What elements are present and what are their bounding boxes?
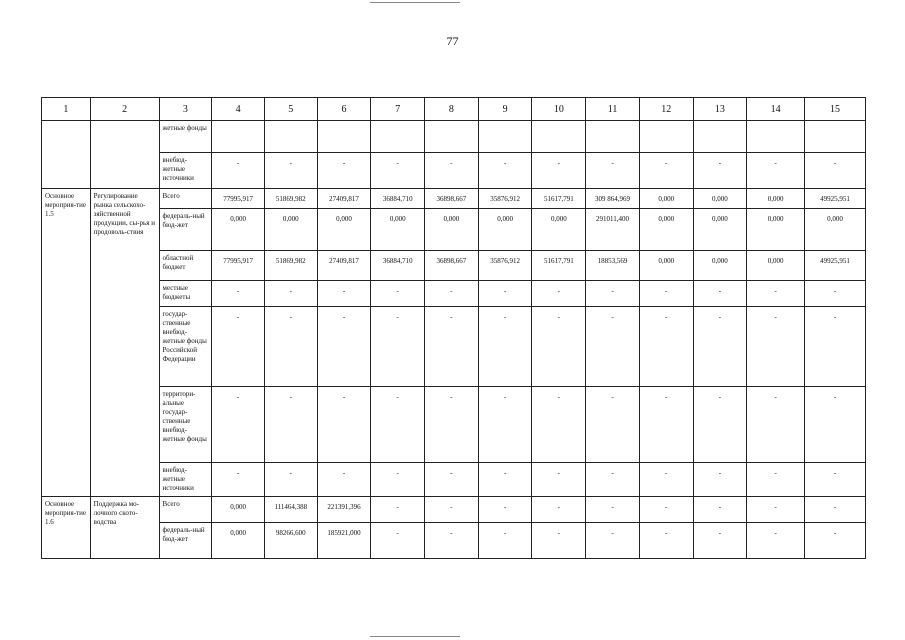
value-cell: - — [639, 387, 693, 463]
value-cell: 221391,396 — [317, 497, 371, 523]
value-cell: - — [639, 281, 693, 307]
value-cell: - — [532, 387, 586, 463]
table-row — [42, 387, 866, 463]
value-cell: - — [212, 463, 265, 497]
value-cell: 0,000 — [532, 209, 586, 251]
funding-source-cell: внебюд-жетные источники — [159, 463, 212, 497]
column-header: 5 — [264, 98, 317, 121]
value-cell: 0,000 — [693, 189, 747, 209]
value-cell: - — [805, 307, 866, 387]
value-cell: 0,000 — [212, 209, 265, 251]
value-cell: - — [371, 387, 425, 463]
column-header: 11 — [586, 98, 640, 121]
value-cell: - — [425, 153, 479, 189]
value-cell: 51869,982 — [264, 189, 317, 209]
value-cell: - — [747, 153, 805, 189]
value-cell: 0,000 — [805, 209, 866, 251]
value-cell: - — [639, 463, 693, 497]
value-cell: 36884,710 — [371, 189, 425, 209]
value-cell: - — [747, 281, 805, 307]
value-cell: - — [371, 497, 425, 523]
value-cell: 0,000 — [478, 209, 532, 251]
value-cell: - — [532, 497, 586, 523]
value-cell: - — [212, 307, 265, 387]
value-cell: 0,000 — [693, 209, 747, 251]
table-row — [42, 209, 866, 251]
value-cell: 77995,917 — [212, 251, 265, 281]
value-cell: - — [532, 281, 586, 307]
value-cell: - — [425, 463, 479, 497]
value-cell: - — [371, 153, 425, 189]
column-header: 2 — [90, 98, 159, 121]
value-cell: - — [425, 307, 479, 387]
value-cell: 0,000 — [212, 523, 265, 559]
table-row — [42, 523, 866, 559]
column-header: 14 — [747, 98, 805, 121]
value-cell — [478, 121, 532, 153]
value-cell: - — [747, 497, 805, 523]
value-cell: - — [639, 153, 693, 189]
value-cell: - — [264, 463, 317, 497]
column-header: 6 — [317, 98, 371, 121]
value-cell: 0,000 — [371, 209, 425, 251]
value-cell: - — [371, 463, 425, 497]
value-cell: 0,000 — [639, 251, 693, 281]
value-cell: - — [212, 281, 265, 307]
value-cell: - — [532, 307, 586, 387]
column-header: 15 — [805, 98, 866, 121]
value-cell: 0,000 — [212, 497, 265, 523]
event-title-cell: Поддержка мо-лочного ското-водства — [90, 497, 159, 559]
funding-source-cell: жетные фонды — [159, 121, 212, 153]
value-cell: - — [264, 307, 317, 387]
table-row — [42, 307, 866, 387]
value-cell: - — [586, 387, 640, 463]
value-cell: 51617,791 — [532, 251, 586, 281]
value-cell: - — [639, 497, 693, 523]
value-cell: 291011,400 — [586, 209, 640, 251]
value-cell: - — [639, 307, 693, 387]
value-cell: 27409,817 — [317, 189, 371, 209]
scan-edge-top — [370, 2, 460, 3]
table-row — [42, 251, 866, 281]
value-cell: - — [747, 387, 805, 463]
column-header: 13 — [693, 98, 747, 121]
column-header: 12 — [639, 98, 693, 121]
value-cell: 185921,000 — [317, 523, 371, 559]
table-row — [42, 463, 866, 497]
value-cell: 36898,667 — [425, 251, 479, 281]
value-cell: 98266,600 — [264, 523, 317, 559]
table-row — [42, 281, 866, 307]
value-cell: - — [805, 523, 866, 559]
value-cell: - — [317, 307, 371, 387]
value-cell: - — [264, 153, 317, 189]
value-cell: - — [317, 153, 371, 189]
value-cell: 77995,917 — [212, 189, 265, 209]
value-cell: - — [586, 497, 640, 523]
value-cell: - — [805, 281, 866, 307]
budget-table — [41, 97, 866, 559]
value-cell: - — [586, 281, 640, 307]
value-cell: - — [478, 281, 532, 307]
value-cell: - — [693, 307, 747, 387]
value-cell: - — [425, 281, 479, 307]
funding-source-cell: федераль-ный бюд-жет — [159, 209, 212, 251]
value-cell: 0,000 — [425, 209, 479, 251]
funding-source-cell: территори-альные государ-ственные внебюд-жетные фонды — [159, 387, 212, 463]
value-cell: - — [478, 153, 532, 189]
column-header: 7 — [371, 98, 425, 121]
value-cell: - — [212, 387, 265, 463]
value-cell: 36884,710 — [371, 251, 425, 281]
funding-source-cell: местные бюджеты — [159, 281, 212, 307]
funding-source-cell: Всего — [159, 189, 212, 209]
column-header: 3 — [159, 98, 212, 121]
event-title-cell: Регулирование рынка сельскохо-зяйственной продукции, сы-рья и продоволь-ствия — [90, 189, 159, 497]
scan-edge-bottom — [370, 636, 460, 637]
value-cell — [212, 121, 265, 153]
value-cell: 309 864,969 — [586, 189, 640, 209]
value-cell: - — [425, 497, 479, 523]
funding-source-cell: Всего — [159, 497, 212, 523]
value-cell: - — [478, 387, 532, 463]
value-cell: 35876,912 — [478, 251, 532, 281]
value-cell: - — [478, 497, 532, 523]
funding-source-cell: областной бюджет — [159, 251, 212, 281]
value-cell: - — [532, 463, 586, 497]
event-number-cell: Основное мероприя-тие 1.5 — [42, 189, 91, 497]
value-cell: 27409,817 — [317, 251, 371, 281]
value-cell: - — [693, 463, 747, 497]
value-cell: - — [747, 463, 805, 497]
value-cell: - — [747, 523, 805, 559]
value-cell: - — [532, 523, 586, 559]
table-row — [42, 189, 866, 209]
value-cell: - — [532, 153, 586, 189]
value-cell — [425, 121, 479, 153]
value-cell: - — [586, 307, 640, 387]
event-number-cell: Основное мероприя-тие 1.6 — [42, 497, 91, 559]
value-cell: - — [425, 387, 479, 463]
value-cell: 0,000 — [747, 189, 805, 209]
value-cell: - — [586, 463, 640, 497]
value-cell: - — [805, 463, 866, 497]
value-cell: 111464,388 — [264, 497, 317, 523]
value-cell: - — [586, 523, 640, 559]
value-cell: - — [371, 281, 425, 307]
value-cell: - — [693, 281, 747, 307]
value-cell: - — [805, 387, 866, 463]
value-cell: 0,000 — [693, 251, 747, 281]
value-cell: 0,000 — [639, 189, 693, 209]
column-header: 8 — [425, 98, 479, 121]
value-cell: - — [805, 497, 866, 523]
value-cell: - — [478, 523, 532, 559]
value-cell: 36898,667 — [425, 189, 479, 209]
value-cell: - — [317, 281, 371, 307]
value-cell — [639, 121, 693, 153]
value-cell: 35876,912 — [478, 189, 532, 209]
value-cell: - — [478, 307, 532, 387]
value-cell: - — [586, 153, 640, 189]
value-cell: - — [317, 463, 371, 497]
table-row — [42, 121, 866, 153]
value-cell — [805, 121, 866, 153]
value-cell: - — [747, 307, 805, 387]
funding-source-cell: федераль-ный бюд-жет — [159, 523, 212, 559]
header-row — [42, 98, 866, 121]
event-title-cell — [90, 121, 159, 189]
table-row — [42, 153, 866, 189]
value-cell: 0,000 — [747, 251, 805, 281]
value-cell: - — [212, 153, 265, 189]
value-cell — [532, 121, 586, 153]
funding-source-cell: государ-ственные внебюд-жетные фонды Российской Федерации — [159, 307, 212, 387]
value-cell: 51869,982 — [264, 251, 317, 281]
funding-source-cell: внебюд-жетные источники — [159, 153, 212, 189]
value-cell — [264, 121, 317, 153]
value-cell: 51617,791 — [532, 189, 586, 209]
table-row — [42, 497, 866, 523]
value-cell: - — [317, 387, 371, 463]
value-cell: - — [805, 153, 866, 189]
value-cell: 49925,951 — [805, 251, 866, 281]
column-header: 10 — [532, 98, 586, 121]
value-cell: - — [264, 387, 317, 463]
value-cell: - — [371, 523, 425, 559]
value-cell: - — [478, 463, 532, 497]
value-cell: 0,000 — [317, 209, 371, 251]
value-cell: 0,000 — [747, 209, 805, 251]
column-header: 4 — [212, 98, 265, 121]
value-cell: - — [371, 307, 425, 387]
value-cell — [747, 121, 805, 153]
value-cell — [693, 121, 747, 153]
page-number: 77 — [446, 34, 459, 48]
value-cell: - — [693, 523, 747, 559]
value-cell: 18853,569 — [586, 251, 640, 281]
value-cell: - — [639, 523, 693, 559]
column-header: 1 — [42, 98, 91, 121]
value-cell: 0,000 — [639, 209, 693, 251]
value-cell — [317, 121, 371, 153]
value-cell: - — [693, 153, 747, 189]
event-number-cell — [42, 121, 91, 189]
value-cell — [586, 121, 640, 153]
value-cell: 0,000 — [264, 209, 317, 251]
column-header: 9 — [478, 98, 532, 121]
value-cell: - — [425, 523, 479, 559]
value-cell: - — [264, 281, 317, 307]
value-cell: - — [693, 387, 747, 463]
value-cell: - — [693, 497, 747, 523]
value-cell: 49925,951 — [805, 189, 866, 209]
value-cell — [371, 121, 425, 153]
